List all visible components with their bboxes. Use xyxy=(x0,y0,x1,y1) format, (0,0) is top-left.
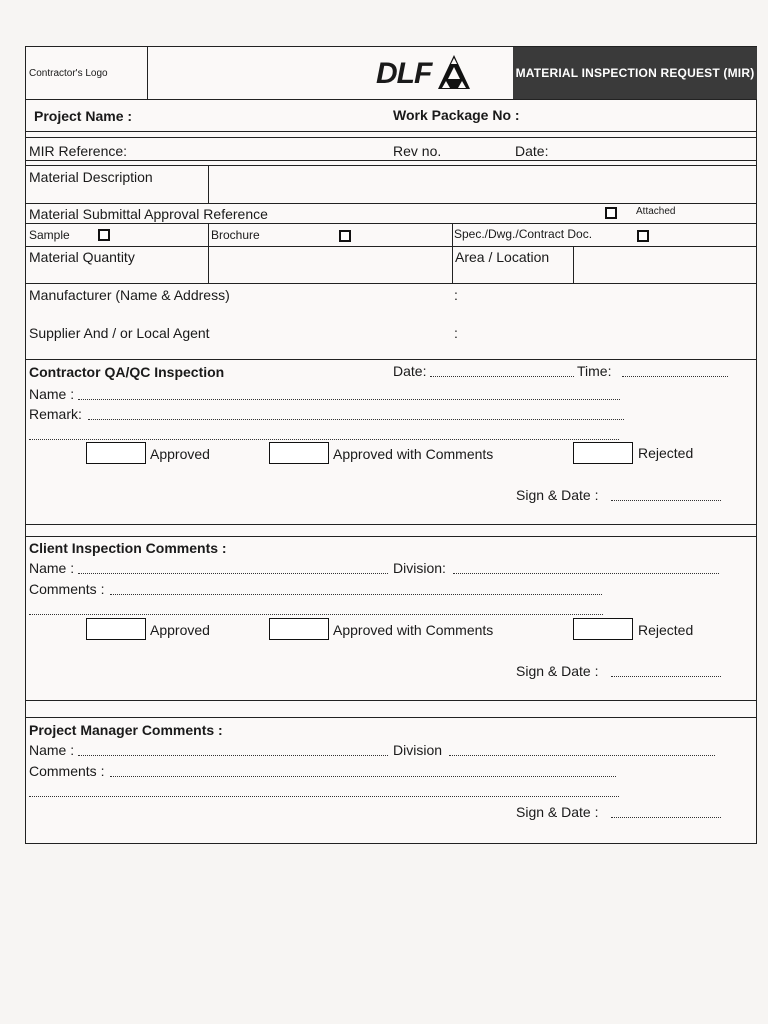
material-description-label: Material Description xyxy=(29,169,153,185)
contractor-rejected-box[interactable] xyxy=(573,442,633,464)
form-title: MATERIAL INSPECTION REQUEST (MIR) xyxy=(513,47,757,99)
project-manager-heading: Project Manager Comments : xyxy=(29,722,223,738)
area-location-label: Area / Location xyxy=(455,249,550,265)
manager-comments-field-2[interactable] xyxy=(29,796,619,797)
contractor-name-field[interactable] xyxy=(78,399,620,400)
client-comments-field[interactable] xyxy=(110,594,602,595)
contractor-approved-comments-label: Approved with Comments xyxy=(333,446,494,462)
divider xyxy=(26,283,756,284)
contractor-name-label: Name : xyxy=(29,386,75,402)
client-division-label: Division: xyxy=(393,560,446,576)
contractor-time-field[interactable] xyxy=(622,376,728,377)
client-sign-date-field[interactable] xyxy=(611,676,721,677)
attached-label: Attached xyxy=(636,206,676,217)
contractor-date-label: Date: xyxy=(393,363,427,379)
divider xyxy=(26,223,756,224)
divider xyxy=(573,246,574,283)
divider xyxy=(26,165,756,166)
mir-form xyxy=(25,46,757,844)
manager-division-field[interactable] xyxy=(449,755,715,756)
contractor-remark-field-2[interactable] xyxy=(29,439,619,440)
supplier-label: Supplier And / or Local Agent xyxy=(29,325,210,341)
spec-dwg-checkbox[interactable] xyxy=(637,230,649,242)
client-approved-comments-box[interactable] xyxy=(269,618,329,640)
contractor-approved-comments-box[interactable] xyxy=(269,442,329,464)
client-sign-date-label: Sign & Date : xyxy=(516,663,599,679)
divider xyxy=(26,700,756,701)
sample-label: Sample xyxy=(29,228,70,242)
manager-comments-label: Comments : xyxy=(29,763,105,779)
divider xyxy=(26,717,756,718)
manager-name-field[interactable] xyxy=(78,755,388,756)
divider xyxy=(147,47,148,99)
contractor-sign-date-field[interactable] xyxy=(611,500,721,501)
work-package-label: Work Package No : xyxy=(393,107,520,123)
divider xyxy=(26,246,756,247)
rev-no-label: Rev no. xyxy=(393,143,442,159)
divider xyxy=(208,165,209,203)
client-name-field[interactable] xyxy=(78,573,388,574)
contractor-approved-label: Approved xyxy=(150,446,210,462)
contractor-rejected-label: Rejected xyxy=(638,445,694,461)
divider xyxy=(26,131,756,132)
triangle-logo-icon xyxy=(436,53,472,91)
client-comments-label: Comments : xyxy=(29,581,105,597)
divider xyxy=(208,246,209,283)
sample-checkbox[interactable] xyxy=(98,229,110,241)
client-approved-label: Approved xyxy=(150,622,210,638)
client-division-field[interactable] xyxy=(453,573,719,574)
divider xyxy=(26,524,756,525)
client-rejected-box[interactable] xyxy=(573,618,633,640)
contractor-remark-field[interactable] xyxy=(88,419,624,420)
manager-name-label: Name : xyxy=(29,742,75,758)
contractor-date-field[interactable] xyxy=(430,376,574,377)
contractor-logo-label: Contractor's Logo xyxy=(29,68,108,79)
date-label: Date: xyxy=(515,143,549,159)
divider xyxy=(452,223,453,246)
contractor-approved-box[interactable] xyxy=(86,442,146,464)
manager-comments-field[interactable] xyxy=(110,776,616,777)
divider xyxy=(26,160,756,161)
supplier-colon: : xyxy=(454,325,458,341)
divider xyxy=(26,203,756,204)
dlf-logo xyxy=(376,51,472,95)
brochure-checkbox[interactable] xyxy=(339,230,351,242)
client-name-label: Name : xyxy=(29,560,75,576)
client-approved-comments-label: Approved with Comments xyxy=(333,622,494,638)
manager-sign-date-label: Sign & Date : xyxy=(516,804,599,820)
contractor-remark-label: Remark: xyxy=(29,406,82,422)
divider xyxy=(26,137,756,138)
manager-division-label: Division xyxy=(393,742,443,758)
divider xyxy=(26,536,756,537)
mir-reference-label: MIR Reference: xyxy=(29,143,128,159)
manufacturer-label: Manufacturer (Name & Address) xyxy=(29,287,230,303)
divider xyxy=(26,99,756,100)
client-inspection-heading: Client Inspection Comments : xyxy=(29,540,227,556)
divider xyxy=(208,223,209,246)
dlf-brand-text: DLF xyxy=(376,57,432,90)
submittal-reference-label: Material Submittal Approval Reference xyxy=(29,206,268,222)
contractor-inspection-heading: Contractor QA/QC Inspection xyxy=(29,364,225,380)
manager-sign-date-field[interactable] xyxy=(611,817,721,818)
divider xyxy=(26,359,756,360)
client-rejected-label: Rejected xyxy=(638,622,694,638)
contractor-time-label: Time: xyxy=(577,363,612,379)
divider xyxy=(452,246,453,283)
material-quantity-label: Material Quantity xyxy=(29,249,135,265)
contractor-sign-date-label: Sign & Date : xyxy=(516,487,599,503)
manufacturer-colon: : xyxy=(454,287,458,303)
attached-checkbox[interactable] xyxy=(605,207,617,219)
client-approved-box[interactable] xyxy=(86,618,146,640)
brochure-label: Brochure xyxy=(211,228,260,242)
client-comments-field-2[interactable] xyxy=(29,614,603,615)
spec-dwg-label: Spec./Dwg./Contract Doc. xyxy=(454,227,593,241)
project-name-label: Project Name : xyxy=(34,108,133,124)
